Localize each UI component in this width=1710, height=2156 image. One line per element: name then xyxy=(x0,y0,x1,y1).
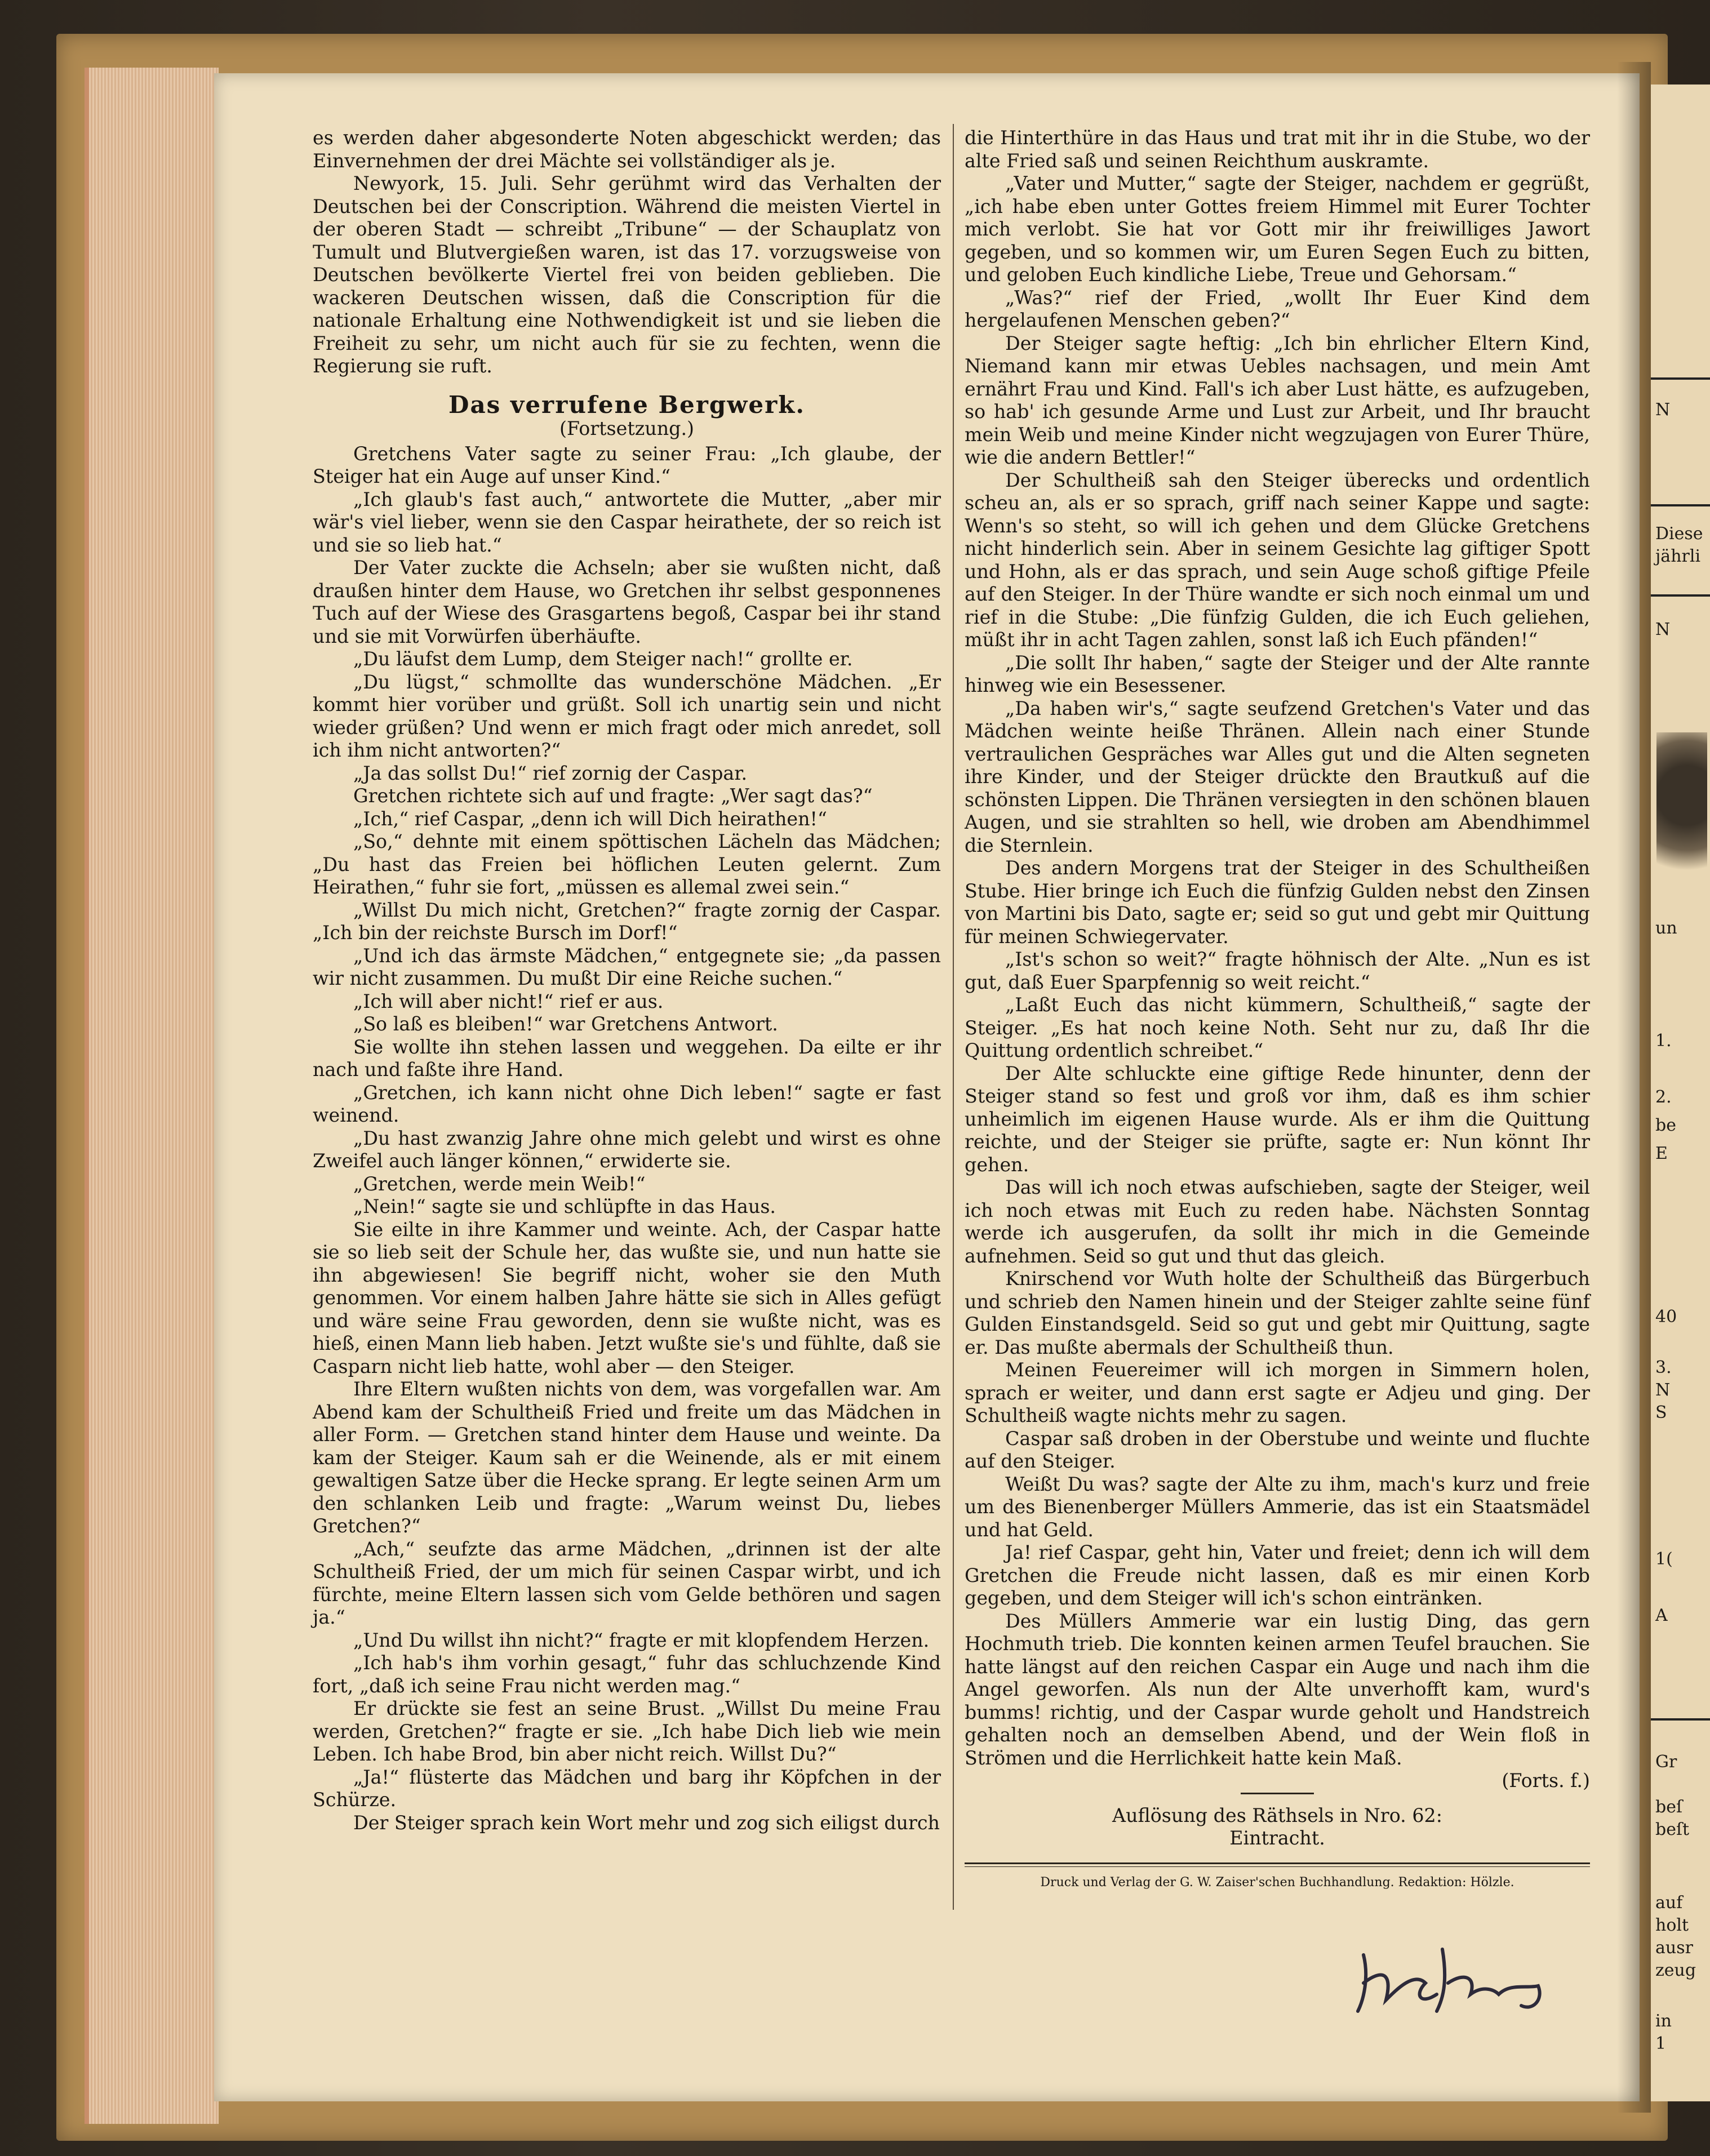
story-paragraph: „Willst Du mich nicht, Gretchen?“ fragte zornig der Caspar. „Ich bin der reichste Bursch im Dorf!“ xyxy=(313,899,941,944)
story-paragraph: „Du lügst,“ schmollte das wunderschöne Mädchen. „Er kommt hier vorüber und grüßt. Soll ich unartig sein und nicht wieder grüßen? Und wenn er mich fragt oder mich anredet, soll ich ihm nicht antworten?“ xyxy=(313,670,941,761)
story-paragraph: Er drückte sie fest an seine Brust. „Willst Du meine Frau werden, Gretchen?“ fragte er sie. „Ich habe Dich lieb wie mein Leben. Ich habe Brod, bin aber nicht reich. Willst Du?“ xyxy=(313,1697,941,1765)
story-paragraph: Caspar saß droben in der Oberstube und weinte und fluchte auf den Steiger. xyxy=(965,1427,1590,1472)
story-paragraph: Des andern Morgens trat der Steiger in des Schultheißen Stube. Hier bringe ich Euch die fünfzig Gulden nebst den Zinsen von Martini bis Dato, sagte er; seid so gut und gebt mir Quittung für meinen Schwiegervater. xyxy=(965,857,1590,948)
story-paragraph: Weißt Du was? sagte der Alte zu ihm, mach's kurz und freie um des Bienenberger Müllers Ammerie, das ist ein Staatsmädel und hat Geld. xyxy=(965,1473,1590,1541)
next-page-fragment: in xyxy=(1655,2011,1672,2031)
story-paragraph: „Und ich das ärmste Mädchen,“ entgegnete sie; „da passen wir nicht zusammen. Du mußt Dir eine Reiche suchen.“ xyxy=(313,944,941,989)
next-page-fragment: zeug xyxy=(1655,1961,1696,1980)
next-page-fragment: beſ xyxy=(1655,1797,1683,1817)
next-page-fragment: 1. xyxy=(1655,1031,1672,1051)
story-paragraph: „Gretchen, werde mein Weib!“ xyxy=(353,1172,646,1195)
next-page-fragment: N xyxy=(1655,620,1671,639)
story-paragraph: Meinen Feuereimer will ich morgen in Simmern holen, sprach er weiter, und dann erst sagte er Adjeu und ging. Der Schultheiß wagte nichts mehr zu sagen. xyxy=(965,1359,1590,1426)
story-paragraph: „Da haben wir's,“ sagte seufzend Gretchen's Vater und das Mädchen weinte heiße Thränen. Allein nach einer Stunde vertraulichen Gespräches war Alles gut und die Alten segneten ihre Kinder, und der Steiger drückte den Brautkuß auf die schönsten Lippen. Die Thränen versiegten in den schönen blauen Augen, und sie strahlten so hell, wie droben am Abendhimmel die Sternlein. xyxy=(965,697,1590,856)
news-paragraph: es werden daher abgesonderte Noten abgeschickt werden; das Einvernehmen der drei Mächte sei vollständiger als je. xyxy=(313,127,941,172)
story-paragraph: „Du hast zwanzig Jahre ohne mich gelebt und wirst es ohne Zweifel auch länger können,“ erwiderte sie. xyxy=(313,1127,941,1172)
next-page-fragment: be xyxy=(1655,1115,1676,1135)
story-paragraph: „Die sollt Ihr haben,“ sagte der Steiger und der Alte rannte hinweg wie ein Besessener. xyxy=(965,651,1590,696)
gutter-shadow xyxy=(1617,62,1651,2113)
story-paragraph: Der Vater zuckte die Achseln; aber sie wußten nicht, daß draußen hinter dem Hause, wo Gretchen ihr selbst gesponnenes Tuch auf der Wiese des Grasgartens begoß, Caspar bei ihr stand und sie mit Vorwürfen überhäufte. xyxy=(313,557,941,647)
next-page-fragment: E xyxy=(1655,1144,1668,1163)
riddle-answer: Eintracht. xyxy=(1229,1827,1325,1849)
next-page-fragment: 1( xyxy=(1655,1549,1673,1569)
next-page-fragment: Diese xyxy=(1655,524,1703,544)
next-page-fragment: un xyxy=(1655,918,1677,938)
story-paragraph: Sie wollte ihn stehen lassen und weggehen. Da eilte er ihr nach und faßte ihre Hand. xyxy=(313,1035,941,1081)
next-page-rule xyxy=(1651,594,1710,597)
story-paragraph: Gretchens Vater sagte zu seiner Frau: „Ich glaube, der Steiger hat ein Auge auf unser Kind.“ xyxy=(313,442,941,487)
story-paragraph: Knirschend vor Wuth holte der Schultheiß das Bürgerbuch und schrieb den Namen hinein und der Steiger zahlte seine fünf Gulden Einstandsgeld. Seid so gut und gebt mir Quittung, sagte er. Das mußte abermals der Schultheiß thun. xyxy=(965,1268,1590,1358)
next-page-rule xyxy=(1651,1718,1710,1721)
story-paragraph: Des Müllers Ammerie war ein lustig Ding, das gern Hochmuth trieb. Die konnten keinen armen Teufel brauchen. Sie hatte längst auf den reichen Caspar ein Auge und nach ihm die Angel geworfen. Als nun der Alte unverhofft kam, wurd's bumms! richtig, und der Caspar wurde geholt und Handstreich gehalten noch an demselben Abend, und der Wein floß in Strömen und die Herrlichkeit hatte kein Maß. xyxy=(965,1610,1590,1769)
story-paragraph: Der Steiger sagte heftig: „Ich bin ehrlicher Eltern Kind, Niemand kann mir etwas Uebles nachsagen, und mein Amt ernährt Frau und Kind. Fall's ich aber Lust hätte, es aufzugeben, so hab' ich gesunde Arme und Lust zur Arbeit, und Ihr braucht mein Weib und meine Kinder nicht wegzujagen von Eurer Thüre, wie die andern Bettler!“ xyxy=(965,332,1590,468)
story-paragraph: „So,“ dehnte mit einem spöttischen Lächeln das Mädchen; „Du hast das Freien bei höflichen Leuten gelernt. Zum Heirathen,“ fuhr sie fort, „müssen es allemal zwei sein.“ xyxy=(313,830,941,898)
right-column xyxy=(965,127,1590,1891)
next-page-fragment: Gr xyxy=(1655,1752,1677,1772)
left-column xyxy=(313,127,941,1834)
next-page-edge xyxy=(1651,85,1710,2101)
next-page-rule xyxy=(1651,504,1710,506)
story-paragraph: „Nein!“ sagte sie und schlüpfte in das Haus. xyxy=(353,1195,776,1217)
story-paragraph: Der Alte schluckte eine giftige Rede hinunter, denn der Steiger stand so fest und groß vor ihm, daß es ihm schier unheimlich im eigenen Hause wurde. Als er ihm die Quittung reichte, und der Steiger sie prüfte, sagte er: Nun könnt Ihr gehen. xyxy=(965,1062,1590,1176)
story-paragraph: Gretchen richtete sich auf und fragte: „Wer sagt das?“ xyxy=(353,785,873,807)
story-paragraph: Das will ich noch etwas aufschieben, sagte der Steiger, weil ich noch etwas mit Euch zu reden habe. Nächsten Sonntag werde ich ausgerufen, da sollt ihr mich in die Gemeinde aufnehmen. Seid so gut und thut das gleich. xyxy=(965,1176,1590,1267)
story-paragraph: „Und Du willst ihn nicht?“ fragte er mit klopfendem Herzen. xyxy=(353,1629,930,1651)
next-page-fragment: jährli xyxy=(1655,546,1701,566)
imprint-rule xyxy=(965,1862,1590,1867)
story-paragraph: „Ach,“ seufzte das arme Mädchen, „drinnen ist der alte Schultheiß Fried, der um mich für seinen Caspar wirbt, und ich fürchte, meine Eltern lassen sich vom Gelde bethören und sagen ja.“ xyxy=(313,1537,941,1628)
story-paragraph: „Vater und Mutter,“ sagte der Steiger, nachdem er gegrüßt, „ich habe eben unter Gottes freiem Himmel mit Eurer Tochter mich verlobt. Sie hat vor Gott mir ihr freiwilliges Jawort gegeben, und so kommen wir, um Euren Segen Euch zu bitten, und geloben Euch kindliche Liebe, Treue und Gehorsam.“ xyxy=(965,172,1590,286)
story-paragraph: „Ich will aber nicht!“ rief er aus. xyxy=(353,990,664,1012)
story-paragraph: „Ich hab's ihm vorhin gesagt,“ fuhr das schluchzende Kind fort, „daß ich seine Frau nicht werden mag.“ xyxy=(313,1652,941,1697)
story-paragraph: „Ich glaub's fast auch,“ antwortete die Mutter, „aber mir wär's viel lieber, wenn sie den Caspar heirathete, der so reich ist und sie so lieb hat.“ xyxy=(313,488,941,556)
story-paragraph: Der Steiger sprach kein Wort mehr und zog sich eiligst durch xyxy=(353,1811,940,1834)
next-page-fragment: 1 xyxy=(1655,2034,1667,2053)
story-paragraph: „Ja!“ flüsterte das Mädchen und barg ihr Köpfchen in der Schürze. xyxy=(313,1766,941,1811)
story-text xyxy=(313,443,941,1835)
next-page-fragment: 3. xyxy=(1655,1358,1672,1377)
next-page-fragment: beſt xyxy=(1655,1820,1690,1839)
news-paragraph: Newyork, 15. Juli. Sehr gerühmt wird das Verhalten der Deutschen bei der Conscription. Während die meisten Viertel in der oberen Stadt — schreibt „Tribune“ — der Schauplatz von Tumult und Blutvergießen waren, ist das 17. vorzugsweise von Deutschen bevölkerte Viertel frei von beiden geblieben. Die wackeren Deutschen wissen, daß die Conscription für die nationale Erhaltung eine Nothwendigkeit ist und sie lieben die Freiheit zu sehr, um nicht auch für sie zu fechten, wenn die Regierung sie ruft. xyxy=(313,172,941,377)
next-page-fragment: 40 xyxy=(1655,1307,1677,1327)
next-page-rule xyxy=(1651,377,1710,380)
story-title: Das verrufene Bergwerk. xyxy=(448,390,805,419)
story-paragraph: die Hinterthüre in das Haus und trat mit ihr in die Stube, wo der alte Fried saß und seinen Reichthum auskramte. xyxy=(965,127,1590,172)
story-paragraph: Sie eilte in ihre Kammer und weinte. Ach, der Caspar hatte sie so lieb seit der Schule her, das wußte sie, und nun hatte sie ihn abgewiesen! Sie begriff nicht, woher sie den Muth genommen. Vor einem halben Jahre hätte sie sich in Alles gefügt und wäre seine Frau geworden, denn sie wußte nicht, was es hieß, einen Mann lieb haben. Jetzt wußte sie's und fühlte, daß sie Casparn nicht lieb hatte, wohl aber — den Steiger. xyxy=(313,1218,941,1377)
next-page-fragment: A xyxy=(1655,1606,1668,1625)
handwritten-signature xyxy=(1352,1932,1566,2017)
next-page-ornament xyxy=(1656,732,1707,890)
story-paragraph: „So laß es bleiben!“ war Gretchens Antwort. xyxy=(353,1013,778,1035)
column-divider xyxy=(953,124,954,1910)
riddle-solution-label: Auflösung des Räthsels in Nro. 62: xyxy=(1112,1804,1442,1826)
story-paragraph: Der Schultheiß sah den Steiger überecks und ordentlich scheu an, als er so sprach, griff nach seiner Kappe und sagte: Wenn's so steht, so will ich gehen und dem Glücke Gretchens nicht hinderlich sein. Aber in seinem Gesichte lag giftiger Spott und Hohn, als er das sprach, und sein Auge schoß giftige Pfeile auf den Steiger. In der Thüre wandte er sich noch einmal um und rief in die Stube: „Die fünfzig Gulden, die ich Euch geliehen, müßt ihr in acht Tagen zahlen, sonst laß ich Euch pfänden!“ xyxy=(965,469,1590,651)
story-paragraph: „Laßt Euch das nicht kümmern, Schultheiß,“ sagte der Steiger. „Es hat noch keine Noth. Seht nur zu, daß Ihr die Quittung ordentlich schreibet.“ xyxy=(965,994,1590,1061)
story-paragraph: „Was?“ rief der Fried, „wollt Ihr Euer Kind dem hergelaufenen Menschen geben?“ xyxy=(965,286,1590,331)
next-page-fragment: S xyxy=(1655,1403,1667,1422)
next-page-fragment: N xyxy=(1655,1380,1671,1400)
story-subtitle: (Fortsetzung.) xyxy=(559,417,695,439)
story-paragraph: „Du läufst dem Lump, dem Steiger nach!“ grollte er. xyxy=(353,648,853,670)
next-page-fragment: N xyxy=(1655,400,1671,420)
story-paragraph: „Ja das sollst Du!“ rief zornig der Caspar. xyxy=(353,762,748,784)
next-page-fragment: holt xyxy=(1655,1915,1689,1935)
next-page-fragment: auf xyxy=(1655,1893,1683,1913)
story-paragraph: „Ich,“ rief Caspar, „denn ich will Dich heirathen!“ xyxy=(353,807,827,830)
story-text xyxy=(965,127,1590,1770)
story-paragraph: „Gretchen, ich kann nicht ohne Dich leben!“ sagte er fast weinend. xyxy=(313,1081,941,1126)
story-paragraph: Ihre Eltern wußten nichts von dem, was vorgefallen war. Am Abend kam der Schultheiß Fried und freite um das Mädchen in aller Form. — Gretchen stand hinter dem Hause und weinte. Da kam der Steiger. Kaum sah er die Weinende, als er mit einem gewaltigen Satze über die Hecke sprang. Er legte seinen Arm um den schlanken Leib und fragte: „Warum weinst Du, liebes Gretchen?“ xyxy=(313,1378,941,1537)
page-edges xyxy=(85,68,219,2124)
next-page-fragment: 2. xyxy=(1655,1087,1672,1107)
imprint-line: Druck und Verlag der G. W. Zaiser'schen Buchhandlung. Redaktion: Hölzle. xyxy=(1040,1875,1514,1890)
story-paragraph: Ja! rief Caspar, geht hin, Vater und freiet; denn ich will dem Gretchen die Freude nicht lassen, daß es mir einen Korb gegeben, und dem Steiger will ich's schon eintränken. xyxy=(965,1541,1590,1609)
story-paragraph: „Ist's schon so weit?“ fragte höhnisch der Alte. „Nun es ist gut, daß Euer Sparpfennig so weit reicht.“ xyxy=(965,948,1590,993)
continued-note: (Forts. f.) xyxy=(1502,1770,1590,1792)
next-page-fragment: ausr xyxy=(1655,1938,1693,1958)
section-rule xyxy=(1241,1793,1314,1794)
